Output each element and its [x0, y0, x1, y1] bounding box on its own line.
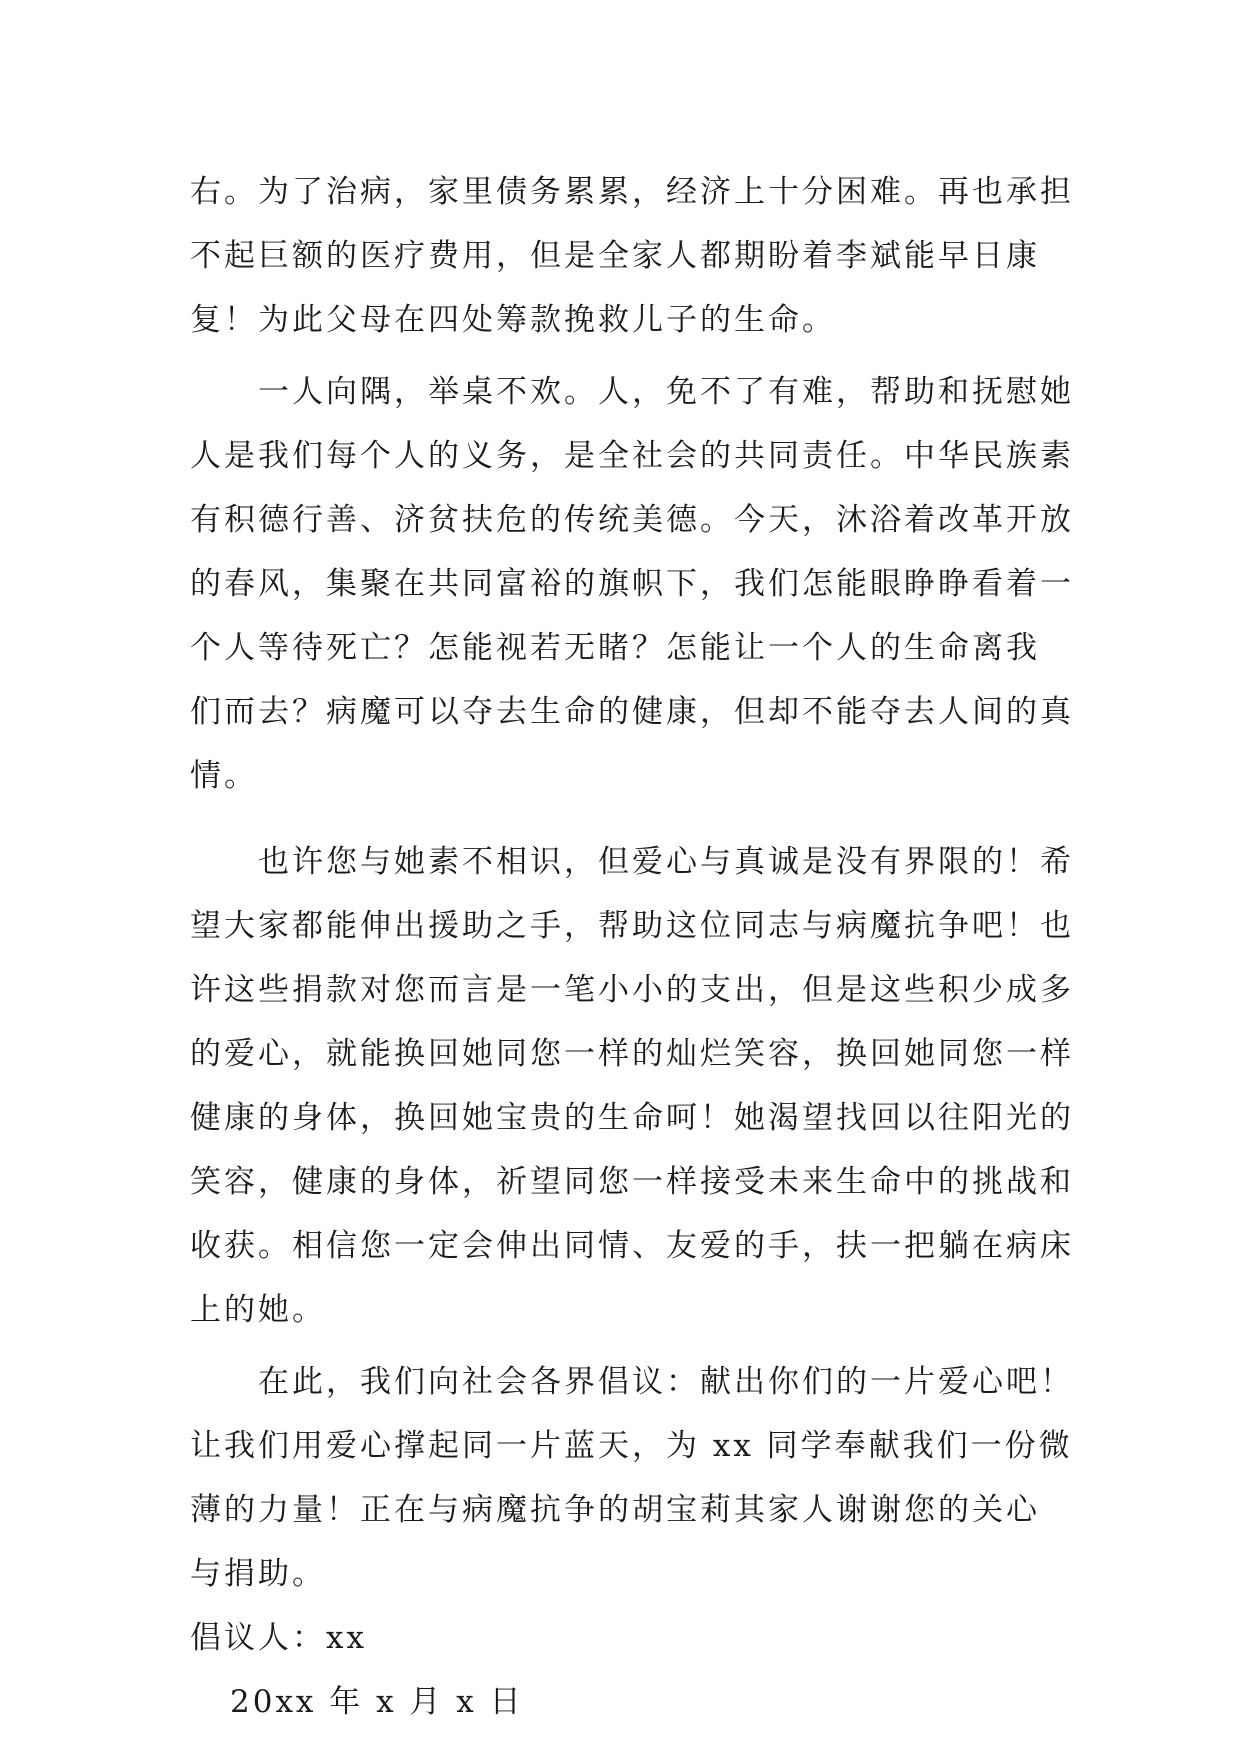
text-line: 薄的力量！正在与病魔抗争的胡宝莉其家人谢谢您的关心: [190, 1492, 1040, 1528]
paragraph-continuation: [190, 160, 1074, 352]
text-line: 望大家都能伸出援助之手，帮助这位同志与病魔抗争吧！也: [190, 908, 1074, 944]
paragraph-perhaps: [190, 830, 1074, 1342]
document-body: [190, 160, 1074, 1734]
text-line: 在此，我们向社会各界倡议：献出你们的一片爱心吧！: [258, 1364, 1074, 1400]
text-line: 人是我们每个人的义务，是全社会的共同责任。中华民族素: [190, 438, 1074, 474]
text-line: 收获。相信您一定会伸出同情、友爱的手，扶一把躺在病床: [190, 1228, 1074, 1264]
date: 20xx 年 x 月 x 日: [230, 1684, 524, 1720]
text-line: 情。: [190, 758, 258, 794]
text-line: 有积德行善、济贫扶危的传统美德。今天，沐浴着改革开放: [190, 502, 1074, 538]
text-line: 右。为了治病，家里债务累累，经济上十分困难。再也承担: [190, 174, 1074, 210]
text-line: 个人等待死亡？怎能视若无睹？怎能让一个人的生命离我: [190, 630, 1040, 666]
text-line: 复！为此父母在四处筹款挽救儿子的生命。: [190, 302, 836, 338]
text-line: 的爱心，就能换回她同您一样的灿烂笑容，换回她同您一样: [190, 1036, 1074, 1072]
text-line: 上的她。: [190, 1292, 326, 1328]
text-line: 一人向隅，举桌不欢。人，免不了有难，帮助和抚慰她: [258, 374, 1074, 410]
paragraph-one-person: [190, 360, 1074, 808]
paragraph-appeal: [190, 1350, 1074, 1606]
text-line: 健康的身体，换回她宝贵的生命呵！她渴望找回以往阳光的: [190, 1100, 1074, 1136]
signature: 倡议人：xx: [190, 1620, 367, 1656]
text-line: 让我们用爱心撑起同一片蓝天，为 xx 同学奉献我们一份微: [190, 1428, 1073, 1464]
text-line: 许这些捐款对您而言是一笔小小的支出，但是这些积少成多: [190, 972, 1074, 1008]
text-line: 与捐助。: [190, 1556, 326, 1592]
text-line: 的春风，集聚在共同富裕的旗帜下，我们怎能眼睁睁看着一: [190, 566, 1074, 602]
text-line: 不起巨额的医疗费用，但是全家人都期盼着李斌能早日康: [190, 238, 1040, 274]
text-line: 们而去？病魔可以夺去生命的健康，但却不能夺去人间的真: [190, 694, 1074, 730]
text-line: 也许您与她素不相识，但爱心与真诚是没有界限的！希: [258, 844, 1074, 880]
text-line: 笑容，健康的身体，祈望同您一样接受未来生命中的挑战和: [190, 1164, 1074, 1200]
